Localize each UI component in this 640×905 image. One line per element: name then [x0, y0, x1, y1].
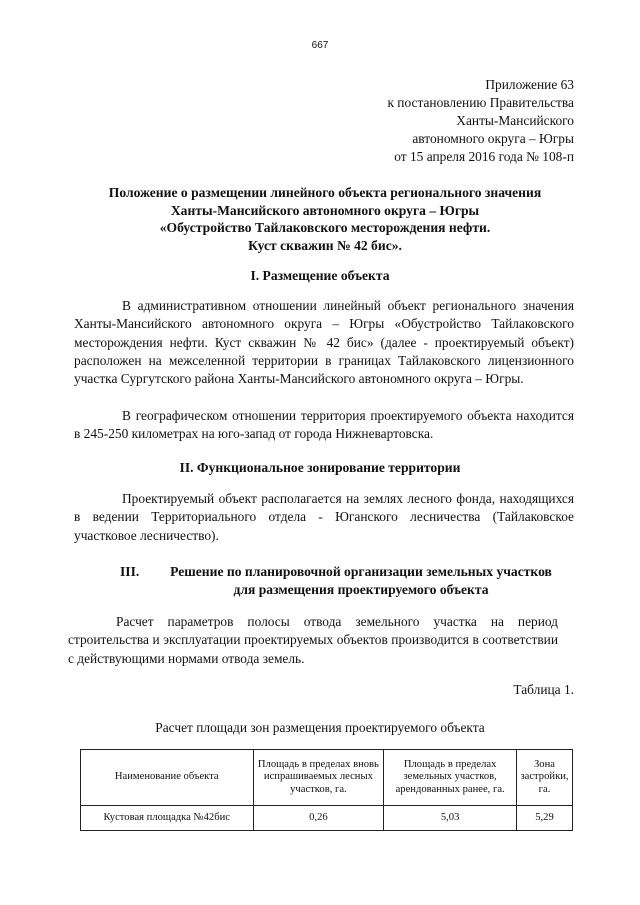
table-cell: 0,26 [253, 806, 384, 831]
section-1-paragraph: В административном отношении линейный объект регионального значения Ханты-Мансийского автономного округа – Югры «Обустройство Тайлаковского месторождения нефти. Куст скважин № 42 бис» (далее - проектируемый объект) расположен на межселенной территории в границах Тайлаковского лицензионного участка Сургутского района Ханты-Мансийского автономного округа – Югры. [74, 298, 574, 387]
table-label: Таблица 1. [513, 682, 574, 697]
table-header-row [81, 750, 573, 806]
title-line: «Обустройство Тайлаковского месторождения нефти. [159, 220, 491, 235]
table-row [81, 806, 573, 831]
appendix-line: автономного округа – Югры [412, 131, 574, 146]
section-2-heading: II. Функциональное зонирование территории [179, 460, 461, 475]
title-line: Куст скважин № 42 бис». [248, 237, 402, 253]
table-cell: Кустовая площадка №42бис [81, 806, 254, 831]
table-caption: Расчет площади зон размещения проектируемого объекта [155, 720, 485, 735]
appendix-block [387, 76, 574, 166]
table-header-cell: Площадь в пределах вновь испрашиваемых лесных участков, га. [253, 750, 384, 806]
section-1-heading: I. Размещение объекта [250, 268, 390, 283]
title-line: Ханты-Мансийского автономного округа – Югры [170, 202, 480, 218]
document-title [60, 184, 590, 254]
title-line: Положение о размещении линейного объекта регионального значения [108, 185, 542, 200]
heading-line: для размещения проектируемого объекта [233, 582, 489, 597]
table-cell: 5,03 [384, 806, 517, 831]
area-table [80, 749, 573, 831]
section-3-heading [146, 563, 576, 599]
table-cell: 5,29 [516, 806, 572, 831]
appendix-line: Ханты-Мансийского [456, 113, 574, 128]
section-3-number: III. [120, 564, 140, 579]
section-3-paragraph: Расчет параметров полосы отвода земельного участка на период строительства и эксплуатации проектируемых объектов производится в соответствии с действующими нормами отвода земель. [68, 614, 558, 666]
section-1-paragraph: В географическом отношении территория проектируемого объекта находится в 245-250 километрах на юго-запад от города Нижневартовска. [74, 408, 574, 442]
appendix-line: Приложение 63 [485, 77, 574, 92]
heading-line: Решение по планировочной организации земельных участков [170, 564, 552, 579]
table-header-cell: Зона застройки, га. [516, 750, 572, 806]
appendix-line: к постановлению Правительства [387, 95, 574, 110]
table-header-cell: Наименование объекта [81, 750, 254, 806]
table-header-cell: Площадь в пределах земельных участков, арендованных ранее, га. [384, 750, 517, 806]
page-number: 667 [311, 40, 329, 51]
section-2-paragraph: Проектируемый объект располагается на землях лесного фонда, находящихся в ведении Территориального отдела - Юганского лесничества (Тайлаковское участковое лесничество). [74, 491, 574, 543]
appendix-line: от 15 апреля 2016 года № 108-п [394, 149, 574, 164]
